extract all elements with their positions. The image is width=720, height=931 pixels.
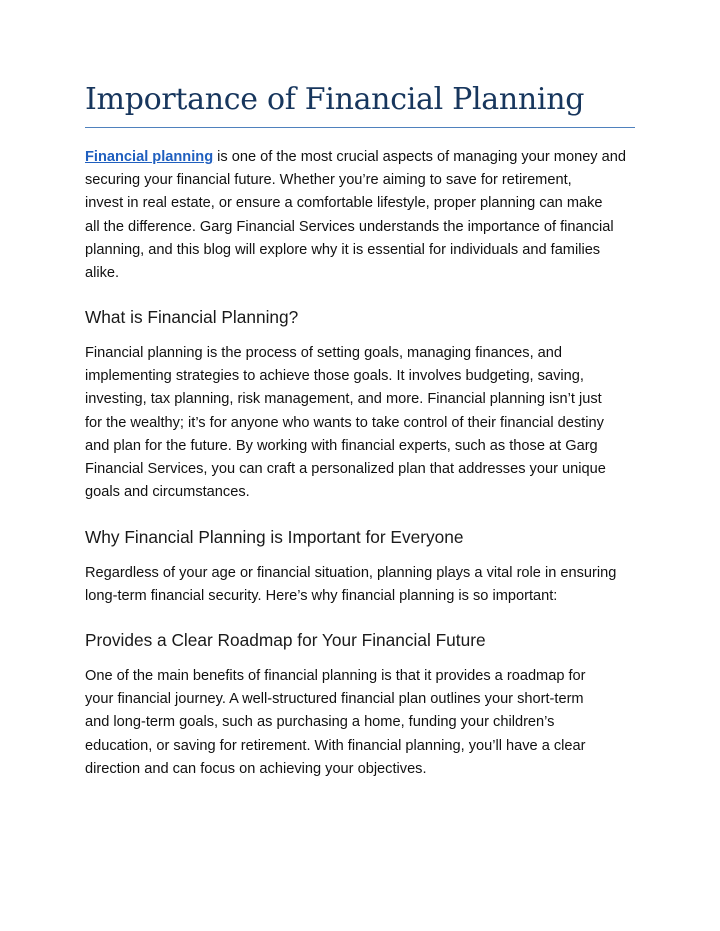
section-paragraph-roadmap	[85, 665, 637, 781]
intro-line: all the difference. Garg Financial Services understands the importance of financial	[85, 218, 614, 235]
financial-planning-link[interactable]: Financial planning	[85, 149, 214, 165]
paragraph-line: goals and circumstances.	[85, 484, 250, 501]
section-heading-why-important: Why Financial Planning is Important for Everyone	[85, 527, 464, 547]
paragraph-line: implementing strategies to achieve those goals. It involves budgeting, saving,	[85, 368, 584, 385]
intro-line: planning, and this blog will explore why it is essential for individuals and families	[85, 241, 601, 258]
paragraph-line: for the wealthy; it’s for anyone who wants to take control of their financial destiny	[85, 414, 604, 431]
intro-line: invest in real estate, or ensure a comfortable lifestyle, proper planning can make	[85, 195, 603, 212]
paragraph-line: Financial Services, you can craft a personalized plan that addresses your unique	[85, 461, 606, 478]
section-heading-roadmap: Provides a Clear Roadmap for Your Financial Future	[85, 630, 486, 650]
intro-line	[85, 146, 637, 169]
page-title: Importance of Financial Planning	[85, 82, 585, 117]
intro-line: securing your financial future. Whether you’re aiming to save for retirement,	[85, 172, 572, 189]
title-underline	[85, 127, 635, 128]
paragraph-line: Financial planning is the process of setting goals, managing finances, and	[85, 345, 563, 361]
paragraph-line: investing, tax planning, risk management, and more. Financial planning isn’t just	[85, 391, 602, 408]
intro-first-line-text: is one of the most crucial aspects of managing your money and	[213, 149, 627, 165]
intro-paragraph	[85, 146, 637, 285]
paragraph-line: direction and can focus on achieving your objectives.	[85, 760, 427, 777]
section-paragraph-what-is	[85, 342, 637, 504]
intro-line: alike.	[85, 265, 120, 282]
paragraph-line: education, or saving for retirement. With financial planning, you’ll have a clear	[85, 737, 586, 754]
paragraph-line: your financial journey. A well-structured financial plan outlines your short-term	[85, 691, 584, 708]
section-paragraph-why-important	[85, 562, 637, 608]
paragraph-line: Regardless of your age or financial situation, planning plays a vital role in ensuring	[85, 565, 617, 581]
paragraph-line: and long-term goals, such as purchasing a home, funding your children’s	[85, 714, 555, 731]
section-heading-what-is: What is Financial Planning?	[85, 307, 299, 327]
paragraph-line: long-term financial security. Here’s why financial planning is so important:	[85, 588, 558, 605]
paragraph-line: One of the main benefits of financial planning is that it provides a roadmap for	[85, 668, 586, 684]
paragraph-line: and plan for the future. By working with financial experts, such as those at Garg	[85, 437, 598, 454]
